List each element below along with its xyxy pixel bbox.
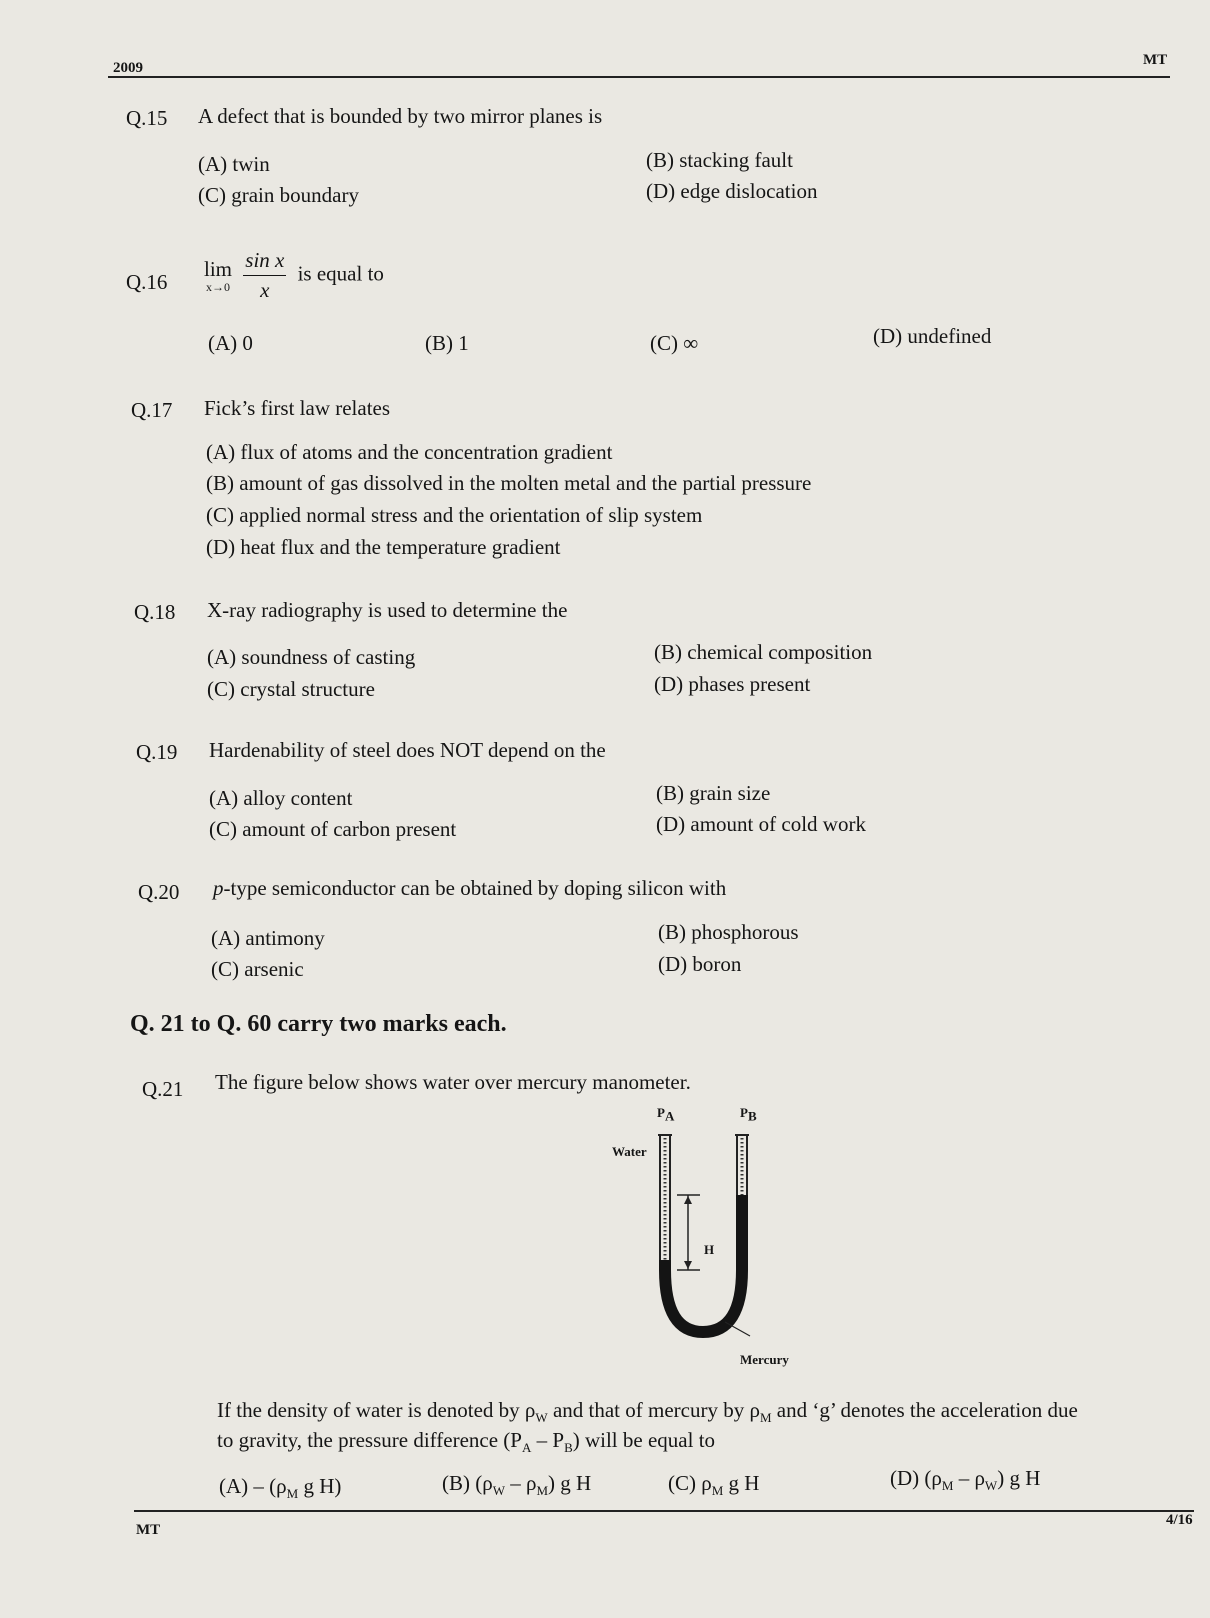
q21-option-c	[668, 1471, 759, 1499]
q21c-post: g H	[723, 1471, 760, 1495]
label-pb	[740, 1105, 757, 1125]
q20-option-d: (D) boron	[658, 952, 742, 976]
q19-option-a: (A) alloy content	[209, 786, 353, 810]
question-number-20: Q.20	[138, 880, 180, 904]
q21d-sub1: M	[941, 1478, 954, 1494]
question-number-15: Q.15	[126, 106, 168, 130]
q21b-sub1: W	[492, 1483, 505, 1499]
question-text-18: X-ray radiography is used to determine the	[207, 598, 568, 622]
q18-option-b: (B) chemical composition	[654, 640, 873, 664]
sinx-over-x-fraction	[243, 248, 286, 303]
lim-subscript: x→0	[206, 279, 230, 294]
manometer-diagram	[600, 1100, 840, 1300]
question-text-19: Hardenability of steel does NOT depend on the	[209, 738, 606, 762]
section-heading: Q. 21 to Q. 60 carry two marks each.	[130, 1011, 507, 1037]
label-water: Water	[612, 1144, 647, 1159]
q21c-sub: M	[711, 1483, 724, 1499]
para1-e: and ‘g’ denotes the acceleration due	[771, 1398, 1078, 1422]
question-text-20	[213, 876, 726, 901]
q21-paragraph-line1	[217, 1398, 1078, 1426]
q21b-sub2: M	[536, 1483, 549, 1499]
q21b-mid: – ρ	[505, 1471, 537, 1495]
para2-pa-sub: A	[521, 1440, 532, 1456]
q21c-pre: (C) ρ	[668, 1471, 712, 1495]
q21b-post: ) g H	[548, 1471, 592, 1495]
fraction-denominator: x	[260, 278, 270, 302]
label-pa	[657, 1105, 674, 1125]
question-number-17: Q.17	[131, 398, 173, 422]
q16-option-c: (C) ∞	[650, 331, 699, 355]
q17-option-a: (A) flux of atoms and the concentration gradient	[206, 440, 613, 464]
q19-option-b: (B) grain size	[656, 781, 771, 805]
paper-code-footer: MT	[136, 1522, 161, 1538]
q21d-post: ) g H	[997, 1466, 1041, 1490]
q20-option-b: (B) phosphorous	[658, 920, 799, 944]
q21-option-a	[219, 1474, 341, 1502]
q19-option-c: (C) amount of carbon present	[209, 817, 457, 841]
manometer-figure	[600, 1100, 840, 1367]
question-number-18: Q.18	[134, 600, 176, 624]
q18-option-c: (C) crystal structure	[207, 677, 375, 701]
para2-c: – P	[531, 1428, 565, 1452]
q15-option-d: (D) edge dislocation	[646, 179, 818, 203]
q16-option-a: (A) 0	[208, 331, 253, 355]
label-mercury: Mercury	[740, 1352, 789, 1367]
para1-rho-w-sub: W	[535, 1410, 548, 1426]
para2-e: ) will be equal to	[572, 1428, 716, 1452]
para2-a: to gravity, the pressure difference (P	[217, 1428, 522, 1452]
question-20-rest: -type semiconductor can be obtained by doping silicon with	[223, 876, 727, 900]
q18-option-a: (A) soundness of casting	[207, 645, 416, 669]
label-pb-sub: B	[747, 1108, 757, 1124]
p-type-italic: p	[213, 876, 224, 900]
q16-option-b: (B) 1	[425, 331, 469, 355]
q21d-mid: – ρ	[953, 1466, 985, 1490]
para1-a: If the density of water is denoted by ρ	[217, 1398, 536, 1422]
paper-code-header: MT	[1143, 52, 1168, 68]
q15-option-a: (A) twin	[198, 152, 270, 176]
q16-option-d: (D) undefined	[873, 324, 992, 348]
question-text-15: A defect that is bounded by two mirror planes is	[198, 104, 603, 128]
q15-option-c: (C) grain boundary	[198, 183, 359, 207]
label-height: H	[704, 1242, 715, 1257]
q21-option-b	[442, 1471, 591, 1499]
lim-label: lim	[204, 256, 233, 281]
q21d-sub2: W	[984, 1478, 998, 1494]
q20-option-c: (C) arsenic	[211, 957, 304, 981]
exam-year: 2009	[113, 60, 143, 76]
limit-operator	[204, 257, 232, 295]
q21a-sub: M	[286, 1486, 299, 1502]
label-pb-p: P	[740, 1105, 748, 1120]
q21a-post: g H)	[298, 1474, 342, 1498]
q20-option-a: (A) antimony	[211, 926, 325, 950]
q17-option-b: (B) amount of gas dissolved in the molten metal and the partial pressure	[206, 471, 812, 495]
footer-rule	[134, 1510, 1194, 1512]
q21d-pre: (D) (ρ	[890, 1466, 942, 1490]
question-number-19: Q.19	[136, 740, 178, 764]
q18-option-d: (D) phases present	[654, 672, 811, 696]
header-rule	[108, 76, 1170, 78]
q21b-pre: (B) (ρ	[442, 1471, 493, 1495]
q17-option-c: (C) applied normal stress and the orientation of slip system	[206, 503, 703, 527]
q21-paragraph-line2	[217, 1428, 715, 1456]
page-number: 4/16	[1166, 1512, 1193, 1528]
question-number-16: Q.16	[126, 270, 168, 294]
q21a-pre: (A) – (ρ	[219, 1474, 287, 1498]
fraction-numerator: sin x	[243, 248, 286, 276]
label-pa-p: P	[657, 1105, 665, 1120]
question-text-21: The figure below shows water over mercury manometer.	[215, 1070, 691, 1094]
q17-option-d: (D) heat flux and the temperature gradient	[206, 535, 561, 559]
q21-option-d	[890, 1466, 1040, 1494]
q15-option-b: (B) stacking fault	[646, 148, 793, 172]
label-pa-sub: A	[664, 1108, 675, 1124]
q19-option-d: (D) amount of cold work	[656, 812, 866, 836]
para1-c: and that of mercury by ρ	[547, 1398, 760, 1422]
para1-rho-m-sub: M	[759, 1410, 772, 1426]
question-text-17: Fick’s first law relates	[204, 396, 391, 420]
para2-pb-sub: B	[564, 1440, 573, 1456]
question-text-16	[204, 248, 384, 303]
question-16-suffix: is equal to	[297, 261, 384, 286]
question-number-21: Q.21	[142, 1077, 184, 1101]
